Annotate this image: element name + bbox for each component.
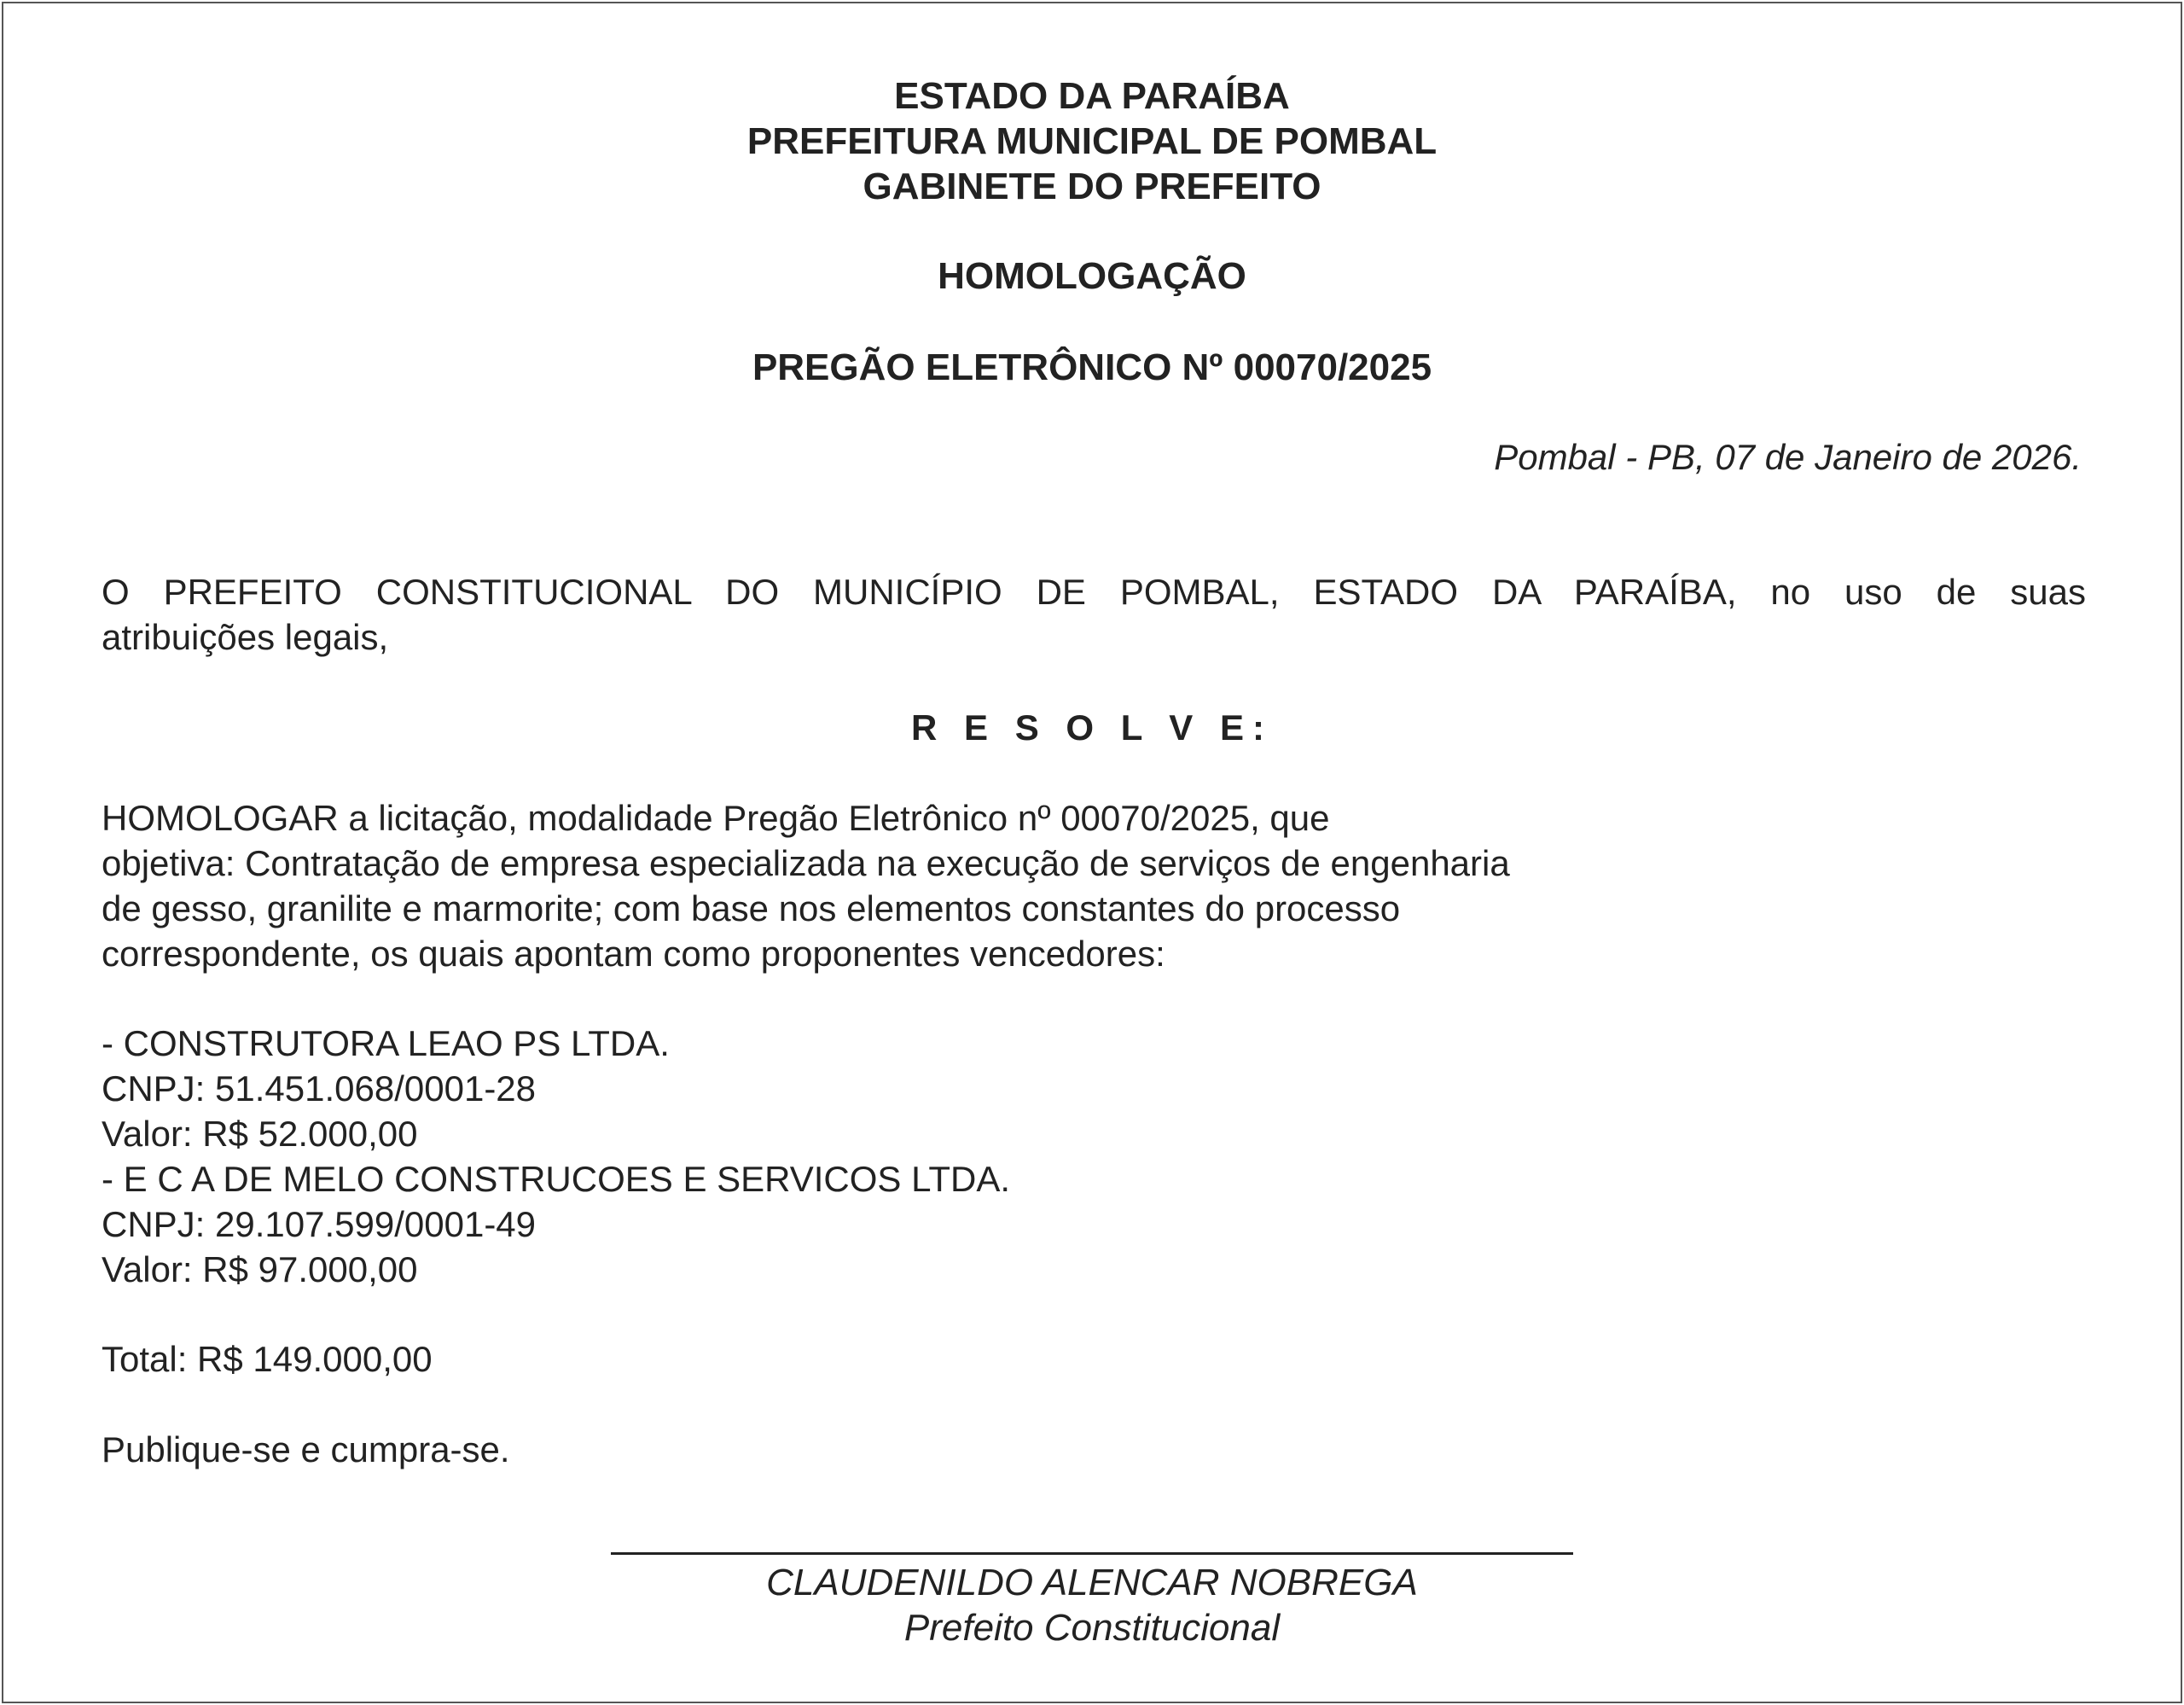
resolve-heading: R E S O L V E:: [911, 707, 1273, 748]
body-line-2: objetiva: Contratação de empresa especializada na execução de serviços de engenharia: [102, 843, 1510, 883]
document-type: HOMOLOGAÇÃO: [938, 255, 1246, 297]
body-line-4: correspondente, os quais apontam como proponentes vencedores:: [102, 934, 1165, 974]
total-value: Total: R$ 149.000,00: [102, 1339, 433, 1379]
winner-2-name: - E C A DE MELO CONSTRUCOES E SERVICOS LTDA.: [102, 1159, 1011, 1199]
intro-line-2: atribuições legais,: [102, 617, 389, 657]
winner-1-cnpj: CNPJ: 51.451.068/0001-28: [102, 1068, 537, 1109]
header-state: ESTADO DA PARAÍBA: [894, 75, 1290, 117]
body-line-3: de gesso, granilite e marmorite; com base nos elementos constantes do processo: [102, 888, 1401, 928]
signatory-name: CLAUDENILDO ALENCAR NOBREGA: [766, 1562, 1418, 1603]
document-page: [2, 2, 2182, 1703]
closing-text: Publique-se e cumpra-se.: [102, 1429, 510, 1469]
header-prefecture: PREFEITURA MUNICIPAL DE POMBAL: [746, 120, 1438, 162]
winner-1-value: Valor: R$ 52.000,00: [102, 1114, 418, 1154]
intro-line-1: O PREFEITO CONSTITUCIONAL DO MUNICÍPIO DE POMBAL, ESTADO DA PARAÍBA, no uso de suas: [102, 572, 2086, 612]
body-line-1: HOMOLOGAR a licitação, modalidade Pregão Eletrônico nº 00070/2025, que: [102, 798, 1330, 838]
header-office: GABINETE DO PREFEITO: [863, 166, 1321, 207]
signature-line: [611, 1552, 1573, 1555]
winner-1-name: - CONSTRUTORA LEAO PS LTDA.: [102, 1023, 670, 1063]
winner-2-value: Valor: R$ 97.000,00: [102, 1249, 418, 1289]
process-number: PREGÃO ELETRÔNICO Nº 00070/2025: [752, 346, 1432, 388]
signatory-title: Prefeito Constitucional: [903, 1607, 1281, 1649]
winner-2-cnpj: CNPJ: 29.107.599/0001-49: [102, 1204, 537, 1244]
document-date: Pombal - PB, 07 de Janeiro de 2026.: [1494, 437, 2082, 477]
